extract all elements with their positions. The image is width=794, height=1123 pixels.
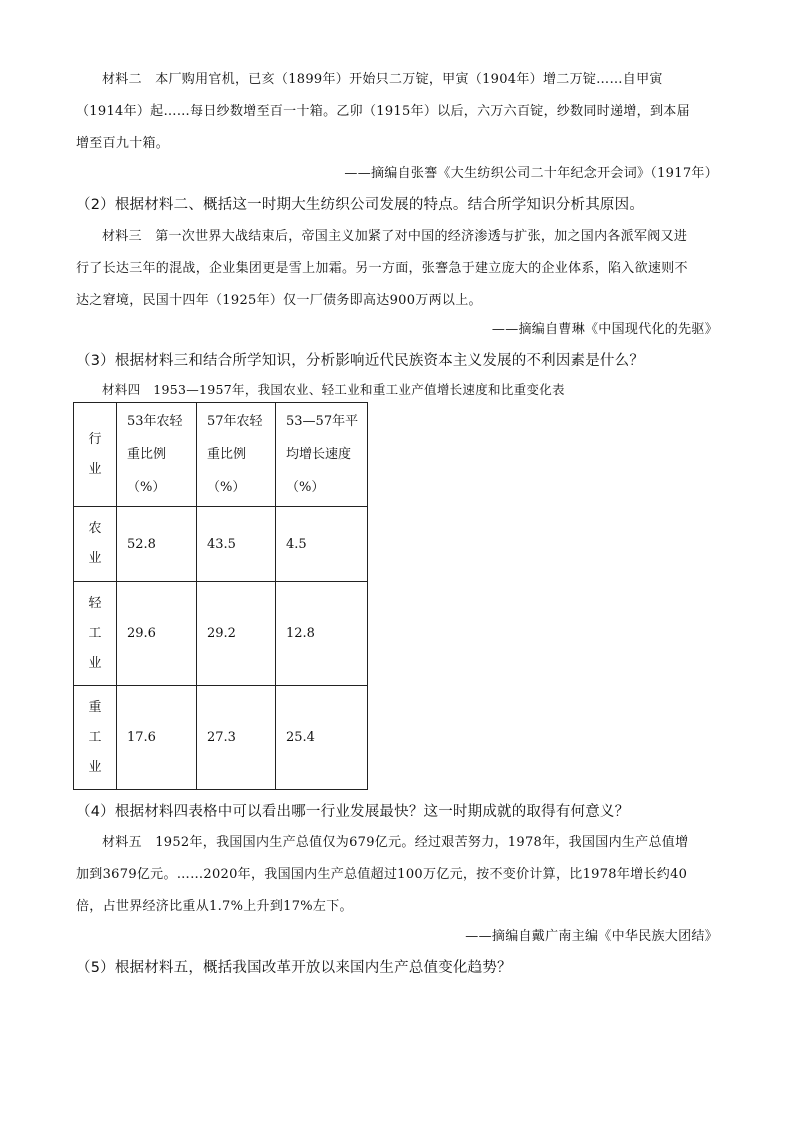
cell-value: 43.5 <box>207 536 236 552</box>
header-text: 53—57年平 <box>286 414 359 429</box>
cell-value: 27.3 <box>207 730 236 745</box>
header-text: （%） <box>207 480 246 495</box>
header-text: 业 <box>88 461 102 477</box>
cell-value: 29.2 <box>207 626 236 641</box>
table-cell <box>117 582 197 686</box>
header-text: （%） <box>286 480 325 495</box>
table-row <box>74 582 368 686</box>
table-cell <box>117 507 197 582</box>
row-label: 重 <box>88 699 102 715</box>
cell-value: 17.6 <box>127 730 156 745</box>
cell-value: 52.8 <box>127 536 156 552</box>
material5-line2: 加到3679亿元。……2020年，我国国内生产总值超过100万亿元，按不变价计算，比1978年增长约40 <box>76 867 688 882</box>
header-text: 53年农轻 <box>127 414 183 429</box>
row-label: 业 <box>88 655 102 671</box>
table-header-cell <box>74 403 117 507</box>
row-label-cell <box>74 686 117 790</box>
material3-source: ——摘编自曹琳《中国现代化的先驱》 <box>491 322 718 337</box>
table-cell <box>197 582 276 686</box>
cell-value: 25.4 <box>286 730 315 745</box>
table-row <box>74 507 368 582</box>
row-label-cell <box>74 582 117 686</box>
material2-source: ——摘编自张謇《大生纺织公司二十年纪念开会词》（1917年） <box>344 166 718 181</box>
material5-source: ——摘编自戴广南主编《中华民族大团结》 <box>465 929 718 944</box>
cell-value: 12.8 <box>286 626 315 641</box>
material5-line3: 倍，占世界经济比重从1.7%上升到17%左下。 <box>76 899 353 914</box>
table-header-cell <box>197 403 276 507</box>
material2-line1: 材料二 本厂购用官机，已亥（1899年）开始只二万锭，甲寅（1904年）增二万锭……自甲寅 <box>102 72 663 87</box>
row-label: 工 <box>88 729 102 745</box>
material3-line3: 达之窘境，民国十四年（1925年）仅一厂债务即高达900万两以上。 <box>76 293 482 308</box>
material2-line3: 增至百九十箱。 <box>76 136 170 151</box>
material3-line1: 材料三 第一次世界大战结束后，帝国主义加紧了对中国的经济渗透与扩张，加之国内各派军阀又进 <box>102 229 688 244</box>
table-cell <box>197 686 276 790</box>
row-label-cell <box>74 507 117 582</box>
data-table <box>73 402 368 790</box>
table-cell <box>197 507 276 582</box>
question-2: （2）根据材料二、概括这一时期大生纺织公司发展的特点。结合所学知识分析其原因。 <box>76 197 645 213</box>
question-4: （4）根据材料四表格中可以看出哪一行业发展最快？这一时期成就的取得有何意义？ <box>76 804 630 820</box>
table-row <box>74 686 368 790</box>
row-label: 轻 <box>88 595 102 611</box>
table-cell <box>117 686 197 790</box>
row-label: 农 <box>88 521 102 536</box>
material3-line2: 行了长达三年的混战，企业集团更是雪上加霜。另一方面，张謇急于建立庞大的企业体系，陷入欲速则不 <box>76 261 688 276</box>
material4-title: 材料四 1953—1957年，我国农业、轻工业和重工业产值增长速度和比重变化表 <box>102 382 565 397</box>
header-text: 重比例 <box>207 447 247 462</box>
table-header-cell <box>117 403 197 507</box>
cell-value: 4.5 <box>286 536 307 552</box>
table-cell <box>276 686 368 790</box>
row-label: 业 <box>88 759 102 775</box>
cell-value: 29.6 <box>127 626 156 641</box>
table-header-row <box>74 403 368 507</box>
material2-line2: （1914年）起……每日纱数增至百一十箱。乙卯（1915年）以后，六万六百锭，纱数同时递增，到本届 <box>76 104 690 119</box>
row-label: 工 <box>88 625 102 641</box>
table-cell <box>276 507 368 582</box>
table-cell <box>276 582 368 686</box>
header-text: 57年农轻 <box>207 414 263 429</box>
header-text: （%） <box>127 480 166 495</box>
table-header-cell <box>276 403 368 507</box>
header-text: 重比例 <box>127 447 167 462</box>
material5-line1: 材料五 1952年，我国国内生产总值仅为679亿元。经过艰苦努力，1978年，我国国内生产总值增 <box>102 835 689 850</box>
row-label: 业 <box>88 551 102 566</box>
header-text: 行 <box>88 431 102 447</box>
header-text: 均增长速度 <box>286 447 352 462</box>
question-5: （5）根据材料五，概括我国改革开放以来国内生产总值变化趋势？ <box>76 960 512 976</box>
question-3: （3）根据材料三和结合所学知识，分析影响近代民族资本主义发展的不利因素是什么？ <box>76 353 645 369</box>
